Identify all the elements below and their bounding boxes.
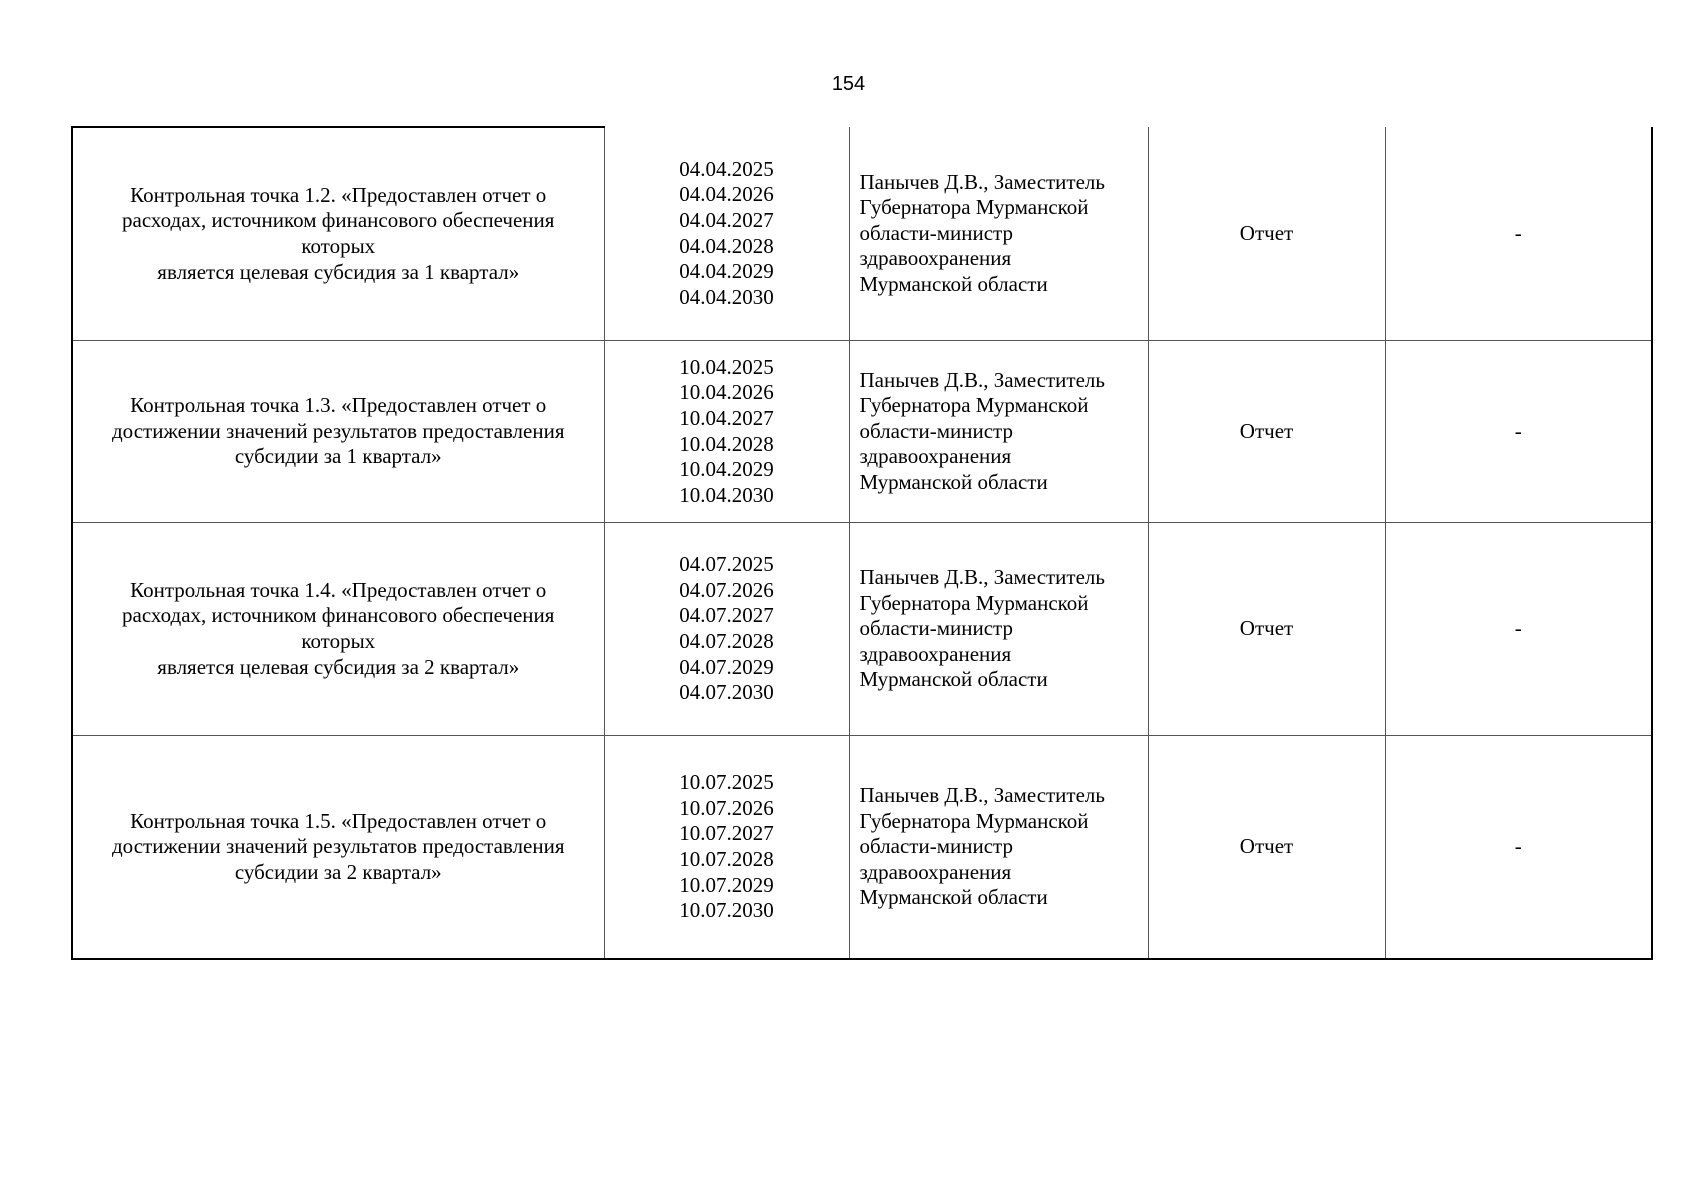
name-line: которых: [301, 234, 376, 258]
date: 04.07.2029: [679, 654, 774, 679]
date: 10.07.2029: [679, 872, 774, 897]
date: 04.04.2025: [679, 156, 774, 181]
document-type: Отчет: [1148, 736, 1385, 960]
control-point-dates: [604, 523, 849, 736]
name-line: субсидии за 1 квартал»: [234, 444, 442, 469]
responsible-line: Панычев Д.В., Заместитель: [859, 783, 1105, 808]
name-line: Контрольная точка 1.3. «Предоставлен отчет о: [130, 393, 547, 418]
responsible-line: Мурманской области: [859, 885, 1048, 910]
table-row: [72, 341, 1652, 523]
name-line: является целевая субсидия за 2 квартал»: [157, 654, 520, 679]
responsible-line: области-министр: [859, 418, 1013, 443]
responsible-person: [849, 736, 1148, 960]
table-row: [72, 523, 1652, 736]
responsible-line: Губернатора Мурманской: [859, 195, 1089, 220]
control-point-dates: [604, 127, 849, 341]
date: 04.04.2028: [679, 233, 774, 258]
document-type: Отчет: [1148, 341, 1385, 523]
note-cell: -: [1385, 127, 1652, 341]
responsible-person: [849, 523, 1148, 736]
date: 04.04.2030: [679, 284, 774, 309]
date: 04.07.2027: [679, 603, 774, 628]
responsible-person: [849, 127, 1148, 341]
name-line: достижении значений результатов предоставления: [111, 418, 565, 443]
name-line: Контрольная точка 1.4. «Предоставлен отчет о: [130, 577, 547, 602]
date: 10.07.2026: [679, 795, 774, 820]
table-row: [72, 127, 1652, 341]
responsible-line: здравоохранения: [859, 859, 1012, 884]
date: 10.04.2026: [679, 380, 774, 405]
name-line: субсидии за 2 квартал»: [234, 859, 442, 884]
name-line: Контрольная точка 1.2. «Предоставлен отчет о: [130, 182, 547, 207]
date: 10.04.2027: [679, 405, 774, 430]
date: 10.07.2025: [679, 770, 774, 795]
date: 10.07.2028: [679, 847, 774, 871]
date: 04.07.2026: [679, 577, 774, 602]
control-point-dates: [604, 736, 849, 960]
control-point-name: [72, 341, 604, 523]
date: 10.07.2027: [679, 821, 774, 846]
name-line: расходах, источником финансового обеспечения: [122, 208, 555, 233]
date: 10.04.2030: [679, 482, 774, 507]
responsible-line: области-министр: [859, 220, 1013, 245]
responsible-line: Губернатора Мурманской: [859, 808, 1089, 833]
control-point-dates: [604, 341, 849, 523]
control-point-name: [72, 736, 604, 960]
note-cell: -: [1385, 736, 1652, 960]
control-point-name: [72, 127, 604, 341]
note-cell: -: [1385, 341, 1652, 523]
responsible-line: Панычев Д.В., Заместитель: [859, 169, 1105, 194]
responsible-person: [849, 341, 1148, 523]
date: 10.04.2025: [679, 354, 774, 379]
table-row: [72, 736, 1652, 960]
date: 10.07.2030: [679, 898, 774, 923]
responsible-line: Губернатора Мурманской: [859, 590, 1089, 615]
responsible-line: здравоохранения: [859, 444, 1012, 469]
responsible-line: здравоохранения: [859, 641, 1012, 666]
responsible-line: здравоохранения: [859, 246, 1012, 271]
responsible-line: Мурманской области: [859, 667, 1048, 692]
page-number: 154: [831, 73, 866, 95]
name-line: расходах, источником финансового обеспечения: [122, 603, 555, 628]
responsible-line: Губернатора Мурманской: [859, 393, 1089, 418]
document-type: Отчет: [1148, 127, 1385, 341]
responsible-line: Панычев Д.В., Заместитель: [859, 367, 1105, 392]
name-line: является целевая субсидия за 1 квартал»: [157, 259, 520, 284]
date: 10.04.2029: [679, 457, 774, 482]
date: 04.07.2030: [679, 680, 774, 705]
control-point-name: [72, 523, 604, 736]
control-points-table: [71, 126, 1653, 960]
name-line: достижении значений результатов предоставления: [111, 834, 565, 859]
responsible-line: Мурманской области: [859, 469, 1048, 494]
responsible-line: Мурманской области: [859, 271, 1048, 296]
date: 04.04.2027: [679, 207, 774, 232]
responsible-line: области-министр: [859, 834, 1013, 859]
date: 04.07.2028: [679, 629, 774, 653]
note-cell: -: [1385, 523, 1652, 736]
date: 04.04.2026: [679, 182, 774, 207]
name-line: Контрольная точка 1.5. «Предоставлен отчет о: [130, 808, 547, 833]
date: 04.07.2025: [679, 552, 774, 577]
responsible-line: Панычев Д.В., Заместитель: [859, 565, 1105, 590]
name-line: которых: [301, 629, 376, 653]
date: 04.04.2029: [679, 259, 774, 284]
document-type: Отчет: [1148, 523, 1385, 736]
date: 10.04.2028: [679, 431, 774, 456]
responsible-line: области-министр: [859, 616, 1013, 641]
